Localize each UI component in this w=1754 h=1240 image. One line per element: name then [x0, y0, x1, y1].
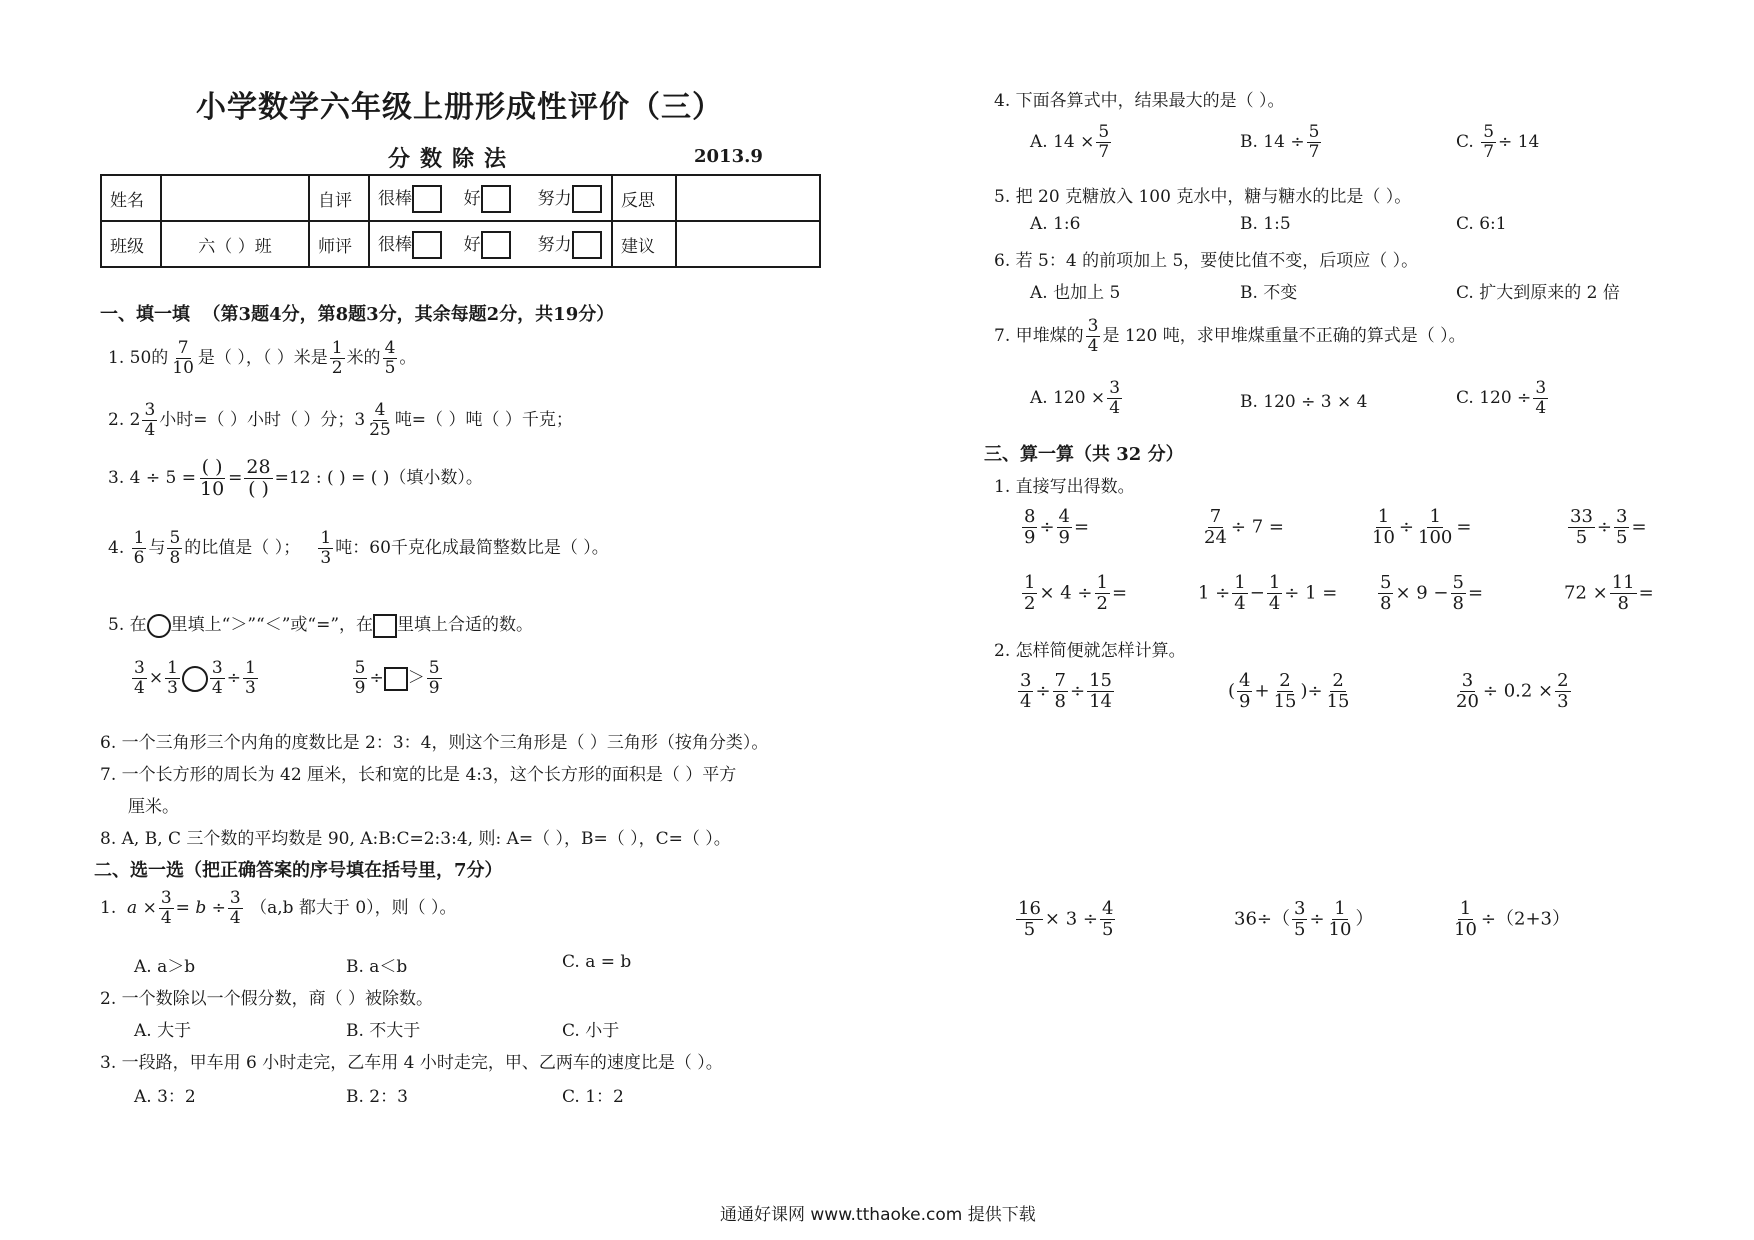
circle-blank-icon [147, 614, 171, 638]
p2-q3: 3. 一段路，甲车用 6 小时走完，乙车用 4 小时走完，甲、乙两车的速度比是（ ）。 [100, 1053, 723, 1073]
p2-q2: 2. 一个数除以一个假分数，商（ ）被除数。 [100, 989, 434, 1009]
student-info-table [100, 174, 821, 268]
name-field[interactable] [161, 175, 309, 221]
p2-q1-opt-b[interactable]: B. a＜b [346, 957, 408, 977]
calc-1-3: $\frac{1}{10}$ ÷ $\frac{1}{100}$ = [1372, 506, 1472, 548]
calc-2-4: 72 × $\frac{11}{8}$ = [1564, 572, 1654, 614]
p1-q5: 5. 在 里填上“＞”“＜”或“=”，在 里填上合适的数。 [108, 610, 533, 638]
calc-1-2: $\frac{7}{24}$ ÷ 7 = [1204, 506, 1284, 548]
p2-q4-opt-b[interactable]: B. 14 ÷ $\frac{5}{7}$ [1240, 122, 1320, 162]
part1-note: （第3题4分，第8题3分，其余每题2分，共19分） [202, 304, 615, 325]
class-field[interactable]: 六（ ）班 [161, 221, 309, 267]
self-great-checkbox[interactable] [412, 185, 442, 213]
p2-q7-opt-b[interactable]: B. 120 ÷ 3 × 4 [1240, 392, 1368, 412]
p2-q3-opt-b[interactable]: B. 2：3 [346, 1087, 408, 1107]
self-good-checkbox[interactable] [481, 185, 511, 213]
self-eval-options [369, 175, 612, 221]
suggest-label: 建议 [612, 221, 676, 267]
part3-sub1: 1. 直接写出得数。 [994, 477, 1135, 497]
p2-q1-opt-a[interactable]: A. a＞b [134, 957, 196, 977]
teacher-eval-options [369, 221, 612, 267]
p2-q3-opt-c[interactable]: C. 1：2 [562, 1087, 624, 1107]
teacher-good-checkbox[interactable] [481, 231, 511, 259]
p2-q5: 5. 把 20 克糖放入 100 克水中，糖与糖水的比是（ ）。 [994, 187, 1412, 207]
p2-q1: 1. a × $\frac{3}{4}$ = b ÷ $\frac{3}{4}$ （a,b 都大于 0），则（ ）。 [100, 888, 457, 928]
calc-3-2: ( $\frac{4}{9}$ + $\frac{2}{15}$ )÷ $\frac{2}{15}$ [1228, 670, 1350, 712]
opt-great-label: 很棒 [378, 188, 412, 209]
p1-q6: 6. 一个三角形三个内角的度数比是 2：3：4，则这个三角形是（ ）三角形（按角分类）。 [100, 733, 769, 753]
p2-q1-opt-c[interactable]: C. a = b [562, 952, 632, 972]
p1-q8: 8. A, B, C 三个数的平均数是 90, A:B:C=2:3:4, 则: A=（ ），B=（ ），C=（ ）。 [100, 829, 731, 849]
p2-q4-opt-a[interactable]: A. 14 × $\frac{5}{7}$ [1030, 122, 1110, 162]
p2-q6-opt-c[interactable]: C. 扩大到原来的 2 倍 [1456, 283, 1620, 303]
opt-effort-label: 努力 [537, 188, 572, 209]
self-eval-label: 自评 [309, 175, 369, 221]
teacher-effort-checkbox[interactable] [572, 231, 602, 259]
opt-effort-label: 努力 [537, 234, 572, 255]
compare-circle[interactable] [182, 666, 208, 692]
teacher-great-checkbox[interactable] [412, 231, 442, 259]
date-label: 2013.9 [694, 146, 763, 167]
calc-2-1: $\frac{1}{2}$ × 4 ÷ $\frac{1}{2}$ = [1024, 572, 1128, 614]
footer-credit: 通通好课网 www.tthaoke.com 提供下载 [720, 1205, 1036, 1225]
page-title: 小学数学六年级上册形成性评价（三） [196, 90, 723, 125]
calc-1-4: $\frac{33}{5}$ ÷ $\frac{3}{5}$ = [1570, 506, 1647, 548]
p1-q7: 7. 一个长方形的周长为 42 厘米，长和宽的比是 4:3，这个长方形的面积是（ ）平方 [100, 765, 737, 785]
calc-1-1: $\frac{8}{9}$ ÷ $\frac{4}{9}$ = [1024, 506, 1090, 548]
suggest-field[interactable] [676, 221, 820, 267]
p2-q4: 4. 下面各算式中，结果最大的是（ ）。 [994, 91, 1285, 111]
part3-sub2: 2. 怎样简便就怎样计算。 [994, 641, 1186, 661]
calc-2-2: 1 ÷ $\frac{1}{4}$ − $\frac{1}{4}$ ÷ 1 = [1198, 572, 1338, 614]
p2-q6-opt-b[interactable]: B. 不变 [1240, 283, 1298, 303]
reflect-field[interactable] [676, 175, 820, 221]
p2-q7: 7. 甲堆煤的 $\frac{3}{4}$ 是 120 吨，求甲堆煤重量不正确的算式是（ ）。 [994, 316, 1466, 356]
opt-good-label: 好 [463, 188, 481, 209]
p2-q7-opt-a[interactable]: A. 120 × $\frac{3}{4}$ [1030, 378, 1121, 418]
calc-4-3: $\frac{1}{10}$ ÷（2+3） [1454, 898, 1570, 940]
calc-3-1: $\frac{3}{4}$ ÷ $\frac{7}{8}$ ÷ $\frac{15}{14}$ [1020, 670, 1112, 712]
name-label: 姓名 [101, 175, 161, 221]
part1-heading-text: 一、填一填 [100, 304, 190, 325]
p1-q4: 4. $\frac{1}{6}$ 与 $\frac{5}{8}$ 的比值是（ ）； $\frac{1}{3}$ 吨：60千克化成最简整数比是（ ）。 [108, 528, 609, 568]
p1-q3: 3. 4 ÷ 5 = $\frac{( )}{10}$ = $\frac{28}{( )}$ =12 : ( ) = ( )（填小数）。 [108, 456, 483, 500]
calc-4-2: 36÷（ $\frac{3}{5}$ ÷ $\frac{1}{10}$ ） [1234, 898, 1374, 940]
p1-q2: 2. 2 $\frac{3}{4}$ 小时=（ ）小时（ ）分；3 $\frac{4}{25}$ 吨=（ ）吨（ ）千克； [108, 400, 573, 440]
p2-q3-opt-a[interactable]: A. 3：2 [134, 1087, 196, 1107]
self-effort-checkbox[interactable] [572, 185, 602, 213]
p1-q7b: 厘米。 [128, 797, 179, 817]
opt-great-label: 很棒 [378, 234, 412, 255]
p2-q5-opt-b[interactable]: B. 1:5 [1240, 214, 1291, 234]
p2-q2-opt-a[interactable]: A. 大于 [134, 1021, 192, 1041]
page-subtitle: 分数除法 [388, 146, 517, 172]
p2-q2-opt-b[interactable]: B. 不大于 [346, 1021, 421, 1041]
part3-heading: 三、算一算（共 32 分） [984, 444, 1184, 465]
p2-q5-opt-c[interactable]: C. 6:1 [1456, 214, 1507, 234]
part1-heading [100, 300, 614, 326]
p2-q6-opt-a[interactable]: A. 也加上 5 [1030, 283, 1121, 303]
class-label: 班级 [101, 221, 161, 267]
calc-2-3: $\frac{5}{8}$ × 9 − $\frac{5}{8}$ = [1380, 572, 1484, 614]
opt-good-label: 好 [463, 234, 481, 255]
p2-q6: 6. 若 5：4 的前项加上 5，要使比值不变，后项应（ ）。 [994, 251, 1419, 271]
p2-q5-opt-a[interactable]: A. 1:6 [1030, 214, 1081, 234]
p1-q5-items: $\frac{3}{4}$ × $\frac{1}{3}$ $\frac{3}{4}$ ÷ $\frac{1}{3}$ $\frac{5}{9}$ ÷ ＞ $\frac{5}{9}$ [134, 658, 440, 698]
p2-q7-opt-c[interactable]: C. 120 ÷ $\frac{3}{4}$ [1456, 378, 1547, 418]
calc-3-3: $\frac{3}{20}$ ÷ 0.2 × $\frac{2}{3}$ [1456, 670, 1569, 712]
fill-square[interactable] [384, 667, 408, 691]
square-blank-icon [373, 614, 397, 638]
reflect-label: 反思 [612, 175, 676, 221]
teacher-eval-label: 师评 [309, 221, 369, 267]
p2-q4-opt-c[interactable]: C. $\frac{5}{7}$ ÷ 14 [1456, 122, 1540, 162]
p1-q1: 1. 50的 $\frac{7}{10}$ 是（ ），（ ）米是 $\frac{1}{2}$ 米的 $\frac{4}{5}$ 。 [108, 338, 417, 378]
p2-q2-opt-c[interactable]: C. 小于 [562, 1021, 620, 1041]
part2-heading: 二、选一选（把正确答案的序号填在括号里，7分） [94, 860, 503, 881]
calc-4-1: $\frac{16}{5}$ × 3 ÷ $\frac{4}{5}$ [1018, 898, 1114, 940]
